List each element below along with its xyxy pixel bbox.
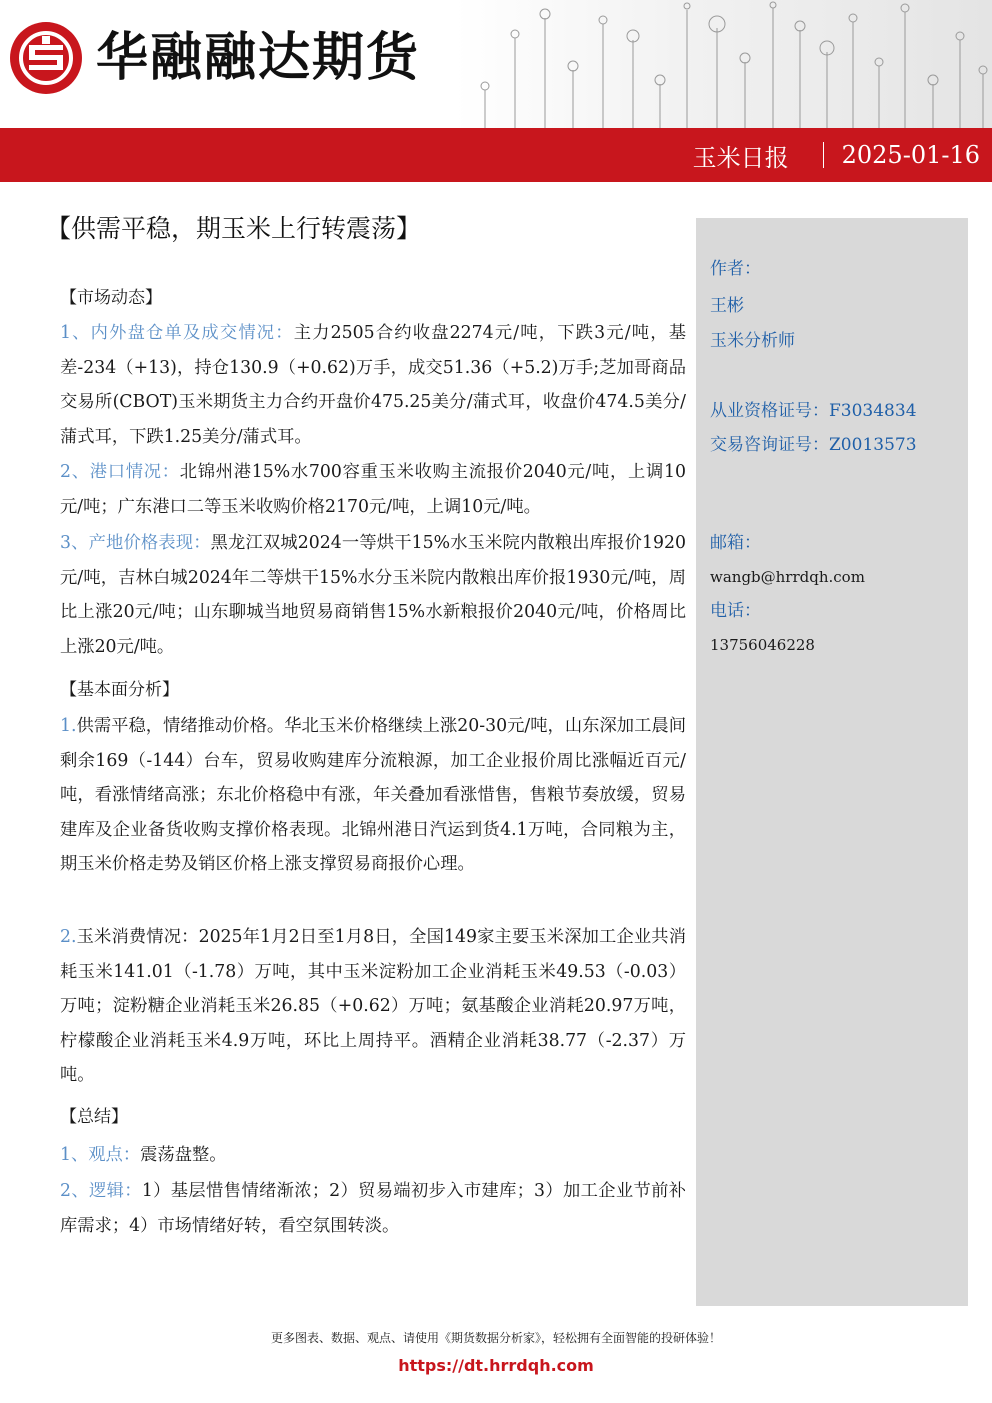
fundamental-item-2 [60, 920, 686, 1093]
section-heading-summary: 【总结】 [60, 1107, 128, 1127]
item-label: 1、内外盘仓单及成交情况： [60, 323, 294, 343]
logo-emblem-icon [10, 22, 82, 94]
report-meta [693, 128, 980, 182]
decorative-lines-graphic [455, 0, 992, 128]
author-sidebar [696, 218, 968, 1306]
consultation-cert: 交易咨询证号：Z0013573 [710, 435, 917, 455]
report-type: 玉米日报 [692, 143, 789, 172]
fundamental-item-1 [60, 709, 686, 882]
author-name: 王彬 [710, 296, 744, 316]
header-decoration [455, 0, 992, 128]
item-label: 1、观点： [60, 1145, 141, 1165]
item-text: 黑龙江双城2024一等烘干15%水玉米院内散粮出库报价1920元/吨，吉林白城2024年二等烘干15%水分玉米院内散粮出库价报1930元/吨，周比上涨20元/吨；山东聊城当地贸易商销售15%水新粮报价2040元/吨，价格周比上涨20元/吨。 [60, 533, 686, 657]
item-label: 2、港口情况： [60, 462, 180, 482]
footer-link[interactable]: https://dt.hrrdqh.com [398, 1356, 594, 1375]
market-item-1 [60, 316, 686, 454]
phone-number: 13756046228 [710, 636, 815, 654]
report-header [0, 0, 992, 182]
summary-item-2 [60, 1174, 686, 1243]
section-heading-market: 【市场动态】 [60, 288, 162, 308]
item-text: 供需平稳，情绪推动价格。华北玉米价格继续上涨20-30元/吨，山东深加工晨间剩余169（-144）台车，贸易收购建库分流粮源，加工企业报价周比涨幅近百元/吨，看涨情绪高涨；东北价格稳中有涨，年关叠加看涨惜售，售粮节奏放缓，贸易建库及企业备货收购支撑价格表现。北锦州港日汽运到货4.1万吨，合同粮为主，期玉米价格走势及销区价格上涨支撑贸易商报价心理。 [60, 716, 686, 875]
footer-promo: 更多图表、数据、观点、请使用《期货数据分析家》，轻松拥有全面智能的投研体验！ [270, 1331, 721, 1345]
item-text: 玉米消费情况：2025年1月2日至1月8日，全国149家主要玉米深加工企业共消耗玉米141.01（-1.78）万吨，其中玉米淀粉加工企业消耗玉米49.53（-0.03）万吨；淀粉糖企业消耗玉米26.85（+0.62）万吨；氨基酸企业消耗20.97万吨，柠檬酸企业消耗玉米4.9万吨，环比上周持平。酒精企业消耗38.77（-2.37）万吨。 [60, 927, 686, 1086]
email-address[interactable]: wangb@hrrdqh.com [710, 568, 865, 586]
company-logo [10, 22, 420, 94]
item-label: 2. [60, 927, 77, 947]
company-name: 华融融达期货 [96, 28, 421, 88]
item-label: 2、逻辑： [60, 1181, 142, 1201]
item-text: 北锦州港15%水700容重玉米收购主流报价2040元/吨，上调10元/吨；广东港口二等玉米收购价格2170元/吨，上调10元/吨。 [60, 462, 686, 517]
author-role: 玉米分析师 [710, 331, 795, 351]
item-label: 1. [60, 716, 77, 736]
summary-item-1 [60, 1138, 686, 1173]
email-label: 邮箱： [710, 533, 761, 553]
author-label: 作者： [710, 259, 761, 279]
phone-label: 电话： [710, 601, 761, 621]
item-text: 主力2505合约收盘2274元/吨，下跌3元/吨，基差-234（+13)，持仓130.9（+0.62)万手，成交51.36（+5.2)万手;芝加哥商品交易所(CBOT)玉米期货主力合约开盘价475.25美分/蒲式耳，收盘价474.5美分/蒲式耳，下跌1.25美分/蒲式耳。 [60, 323, 686, 447]
meta-divider [823, 142, 824, 168]
section-heading-fundamental: 【基本面分析】 [60, 680, 179, 700]
item-text: 1）基层惜售情绪渐浓；2）贸易端初步入市建库；3）加工企业节前补库需求；4）市场情绪好转，看空氛围转淡。 [60, 1181, 686, 1236]
item-label: 3、产地价格表现： [60, 533, 211, 553]
market-item-3 [60, 526, 686, 664]
item-text: 震荡盘整。 [140, 1145, 227, 1165]
market-item-2 [60, 455, 686, 524]
report-date: 2025-01-16 [841, 141, 980, 169]
report-title: 【供需平稳，期玉米上行转震荡】 [46, 214, 422, 243]
qualification-cert: 从业资格证号：F3034834 [710, 401, 917, 421]
